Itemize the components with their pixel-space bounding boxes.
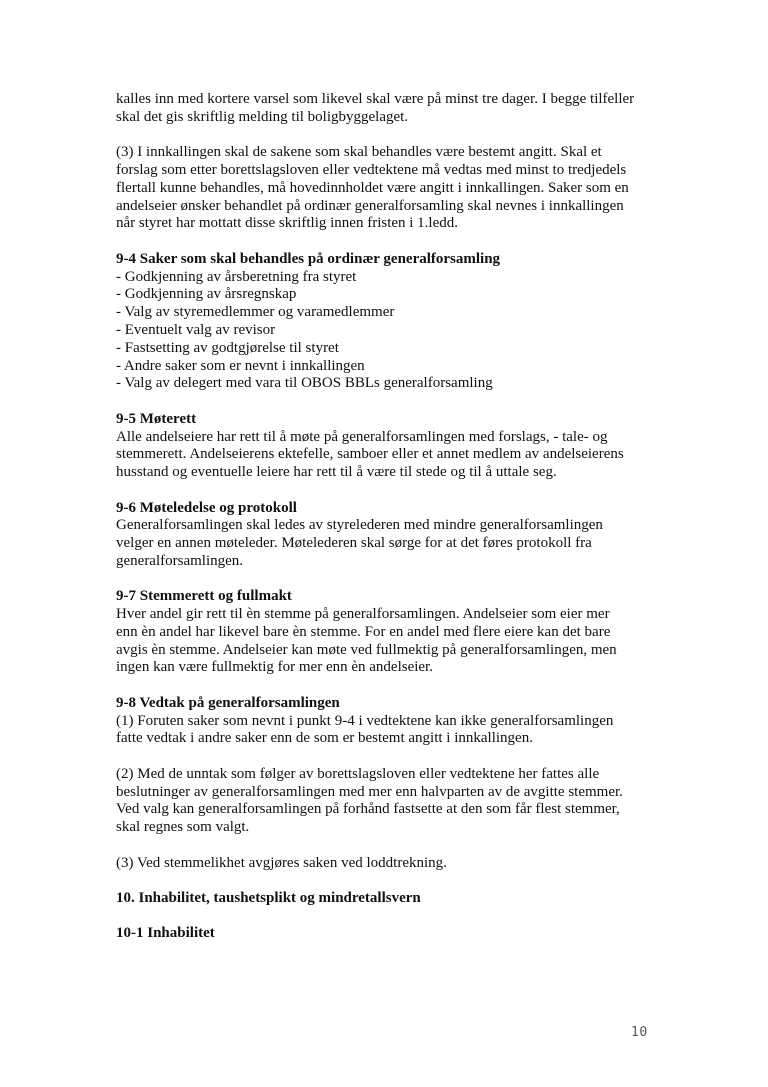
section-heading: 9-8 Vedtak på generalforsamlingen xyxy=(116,694,340,711)
paragraph-line: kalles inn med kortere varsel som likevel skal være på minst tre dager. I begge tilfeller xyxy=(116,91,635,107)
list-item: - Valg av styremedlemmer og varamedlemmer xyxy=(116,304,395,321)
section-heading: 9-4 Saker som skal behandles på ordinær generalforsamling xyxy=(116,250,501,267)
paragraph-line: generalforsamlingen. xyxy=(116,552,244,569)
paragraph-line: fatte vedtak i andre saker enn de som er bestemt angitt i innkallingen. xyxy=(116,730,533,747)
paragraph-line: Generalforsamlingen skal ledes av styrelederen med mindre generalforsamlingen xyxy=(116,517,603,534)
paragraph-line: (3) Ved stemmelikhet avgjøres saken ved loddtrekning. xyxy=(116,854,447,871)
list-item: - Andre saker som er nevnt i innkallingen xyxy=(116,357,365,374)
paragraph-line: skal det gis skriftlig melding til boligbyggelaget. xyxy=(116,108,409,125)
paragraph-line: husstand og eventuelle leiere har rett til å være til stede og til å uttale seg. xyxy=(116,464,557,481)
list-item: - Eventuelt valg av revisor xyxy=(116,321,276,338)
section-9-4 xyxy=(116,251,676,393)
list-item: - Fastsetting av godtgjørelse til styret xyxy=(116,339,339,356)
section-9-8 xyxy=(116,695,676,748)
paragraph-line: avgis èn stemme. Andelseier kan møte ved fullmektig på generalforsamlingen, men xyxy=(116,641,617,658)
list-item: - Valg av delegert med vara til OBOS BBLs generalforsamling xyxy=(116,375,493,392)
section-9-8-paragraph-3 xyxy=(116,855,676,873)
paragraph-line: enn èn andel har likevel bare èn stemme. For en andel med flere eiere kan det bare xyxy=(116,623,611,640)
paragraph-line: (1) Foruten saker som nevnt i punkt 9-4 i vedtektene kan ikke generalforsamlingen xyxy=(116,712,614,729)
page-number: 10 xyxy=(631,1025,648,1040)
document-page xyxy=(116,91,676,943)
section-9-6 xyxy=(116,500,676,571)
section-heading: 10-1 Inhabilitet xyxy=(116,925,215,942)
paragraph-3 xyxy=(116,144,676,233)
paragraph-line: beslutninger av generalforsamlingen med mer enn halvparten av de avgitte stemmer. xyxy=(116,783,623,800)
section-9-8-paragraph-2 xyxy=(116,766,676,837)
paragraph-line: Hver andel gir rett til èn stemme på generalforsamlingen. Andelseier som eier mer xyxy=(116,606,610,623)
paragraph-line: velger en annen møteleder. Møtelederen skal sørge for at det føres protokoll fra xyxy=(116,535,592,552)
section-9-7 xyxy=(116,588,676,677)
section-heading: 9-5 Møterett xyxy=(116,410,197,427)
paragraph-line: Alle andelseiere har rett til å møte på generalforsamlingen med forslags, - tale- og xyxy=(116,428,608,445)
paragraph-line: (2) Med de unntak som følger av borettslagsloven eller vedtektene her fattes alle xyxy=(116,765,600,782)
paragraph-line: flertall kunne behandles, må hovedinnholdet være angitt i innkallingen. Saker som en xyxy=(116,179,629,196)
section-9-5 xyxy=(116,411,676,482)
section-heading: 9-7 Stemmerett og fullmakt xyxy=(116,588,292,605)
list-item: - Godkjenning av årsregnskap xyxy=(116,286,297,303)
paragraph-line: skal regnes som valgt. xyxy=(116,819,250,836)
paragraph-line: ingen kan være fullmektig for mer enn èn andelseier. xyxy=(116,659,433,676)
intro-paragraph xyxy=(116,91,676,127)
paragraph-line: Ved valg kan generalforsamlingen på forhånd fastsette at den som får flest stemmer, xyxy=(116,801,620,818)
paragraph-line: stemmerett. Andelseierens ektefelle, samboer eller et annet medlem av andelseierens xyxy=(116,446,624,463)
paragraph-line: forslag som etter borettslagsloven eller vedtektene må vedtas med minst to tredjedels xyxy=(116,161,627,178)
section-heading: 9-6 Møteledelse og protokoll xyxy=(116,499,297,516)
chapter-heading: 10. Inhabilitet, taushetsplikt og mindretallsvern xyxy=(116,890,421,907)
paragraph-line: andelseier ønsker behandlet på ordinær generalforsamling skal nevnes i innkallingen xyxy=(116,197,624,214)
paragraph-line: (3) I innkallingen skal de sakene som skal behandles være bestemt angitt. Skal et xyxy=(116,144,602,161)
list-item: - Godkjenning av årsberetning fra styret xyxy=(116,268,357,285)
paragraph-line: når styret har mottatt disse skriftlig innen fristen i 1.ledd. xyxy=(116,215,459,232)
